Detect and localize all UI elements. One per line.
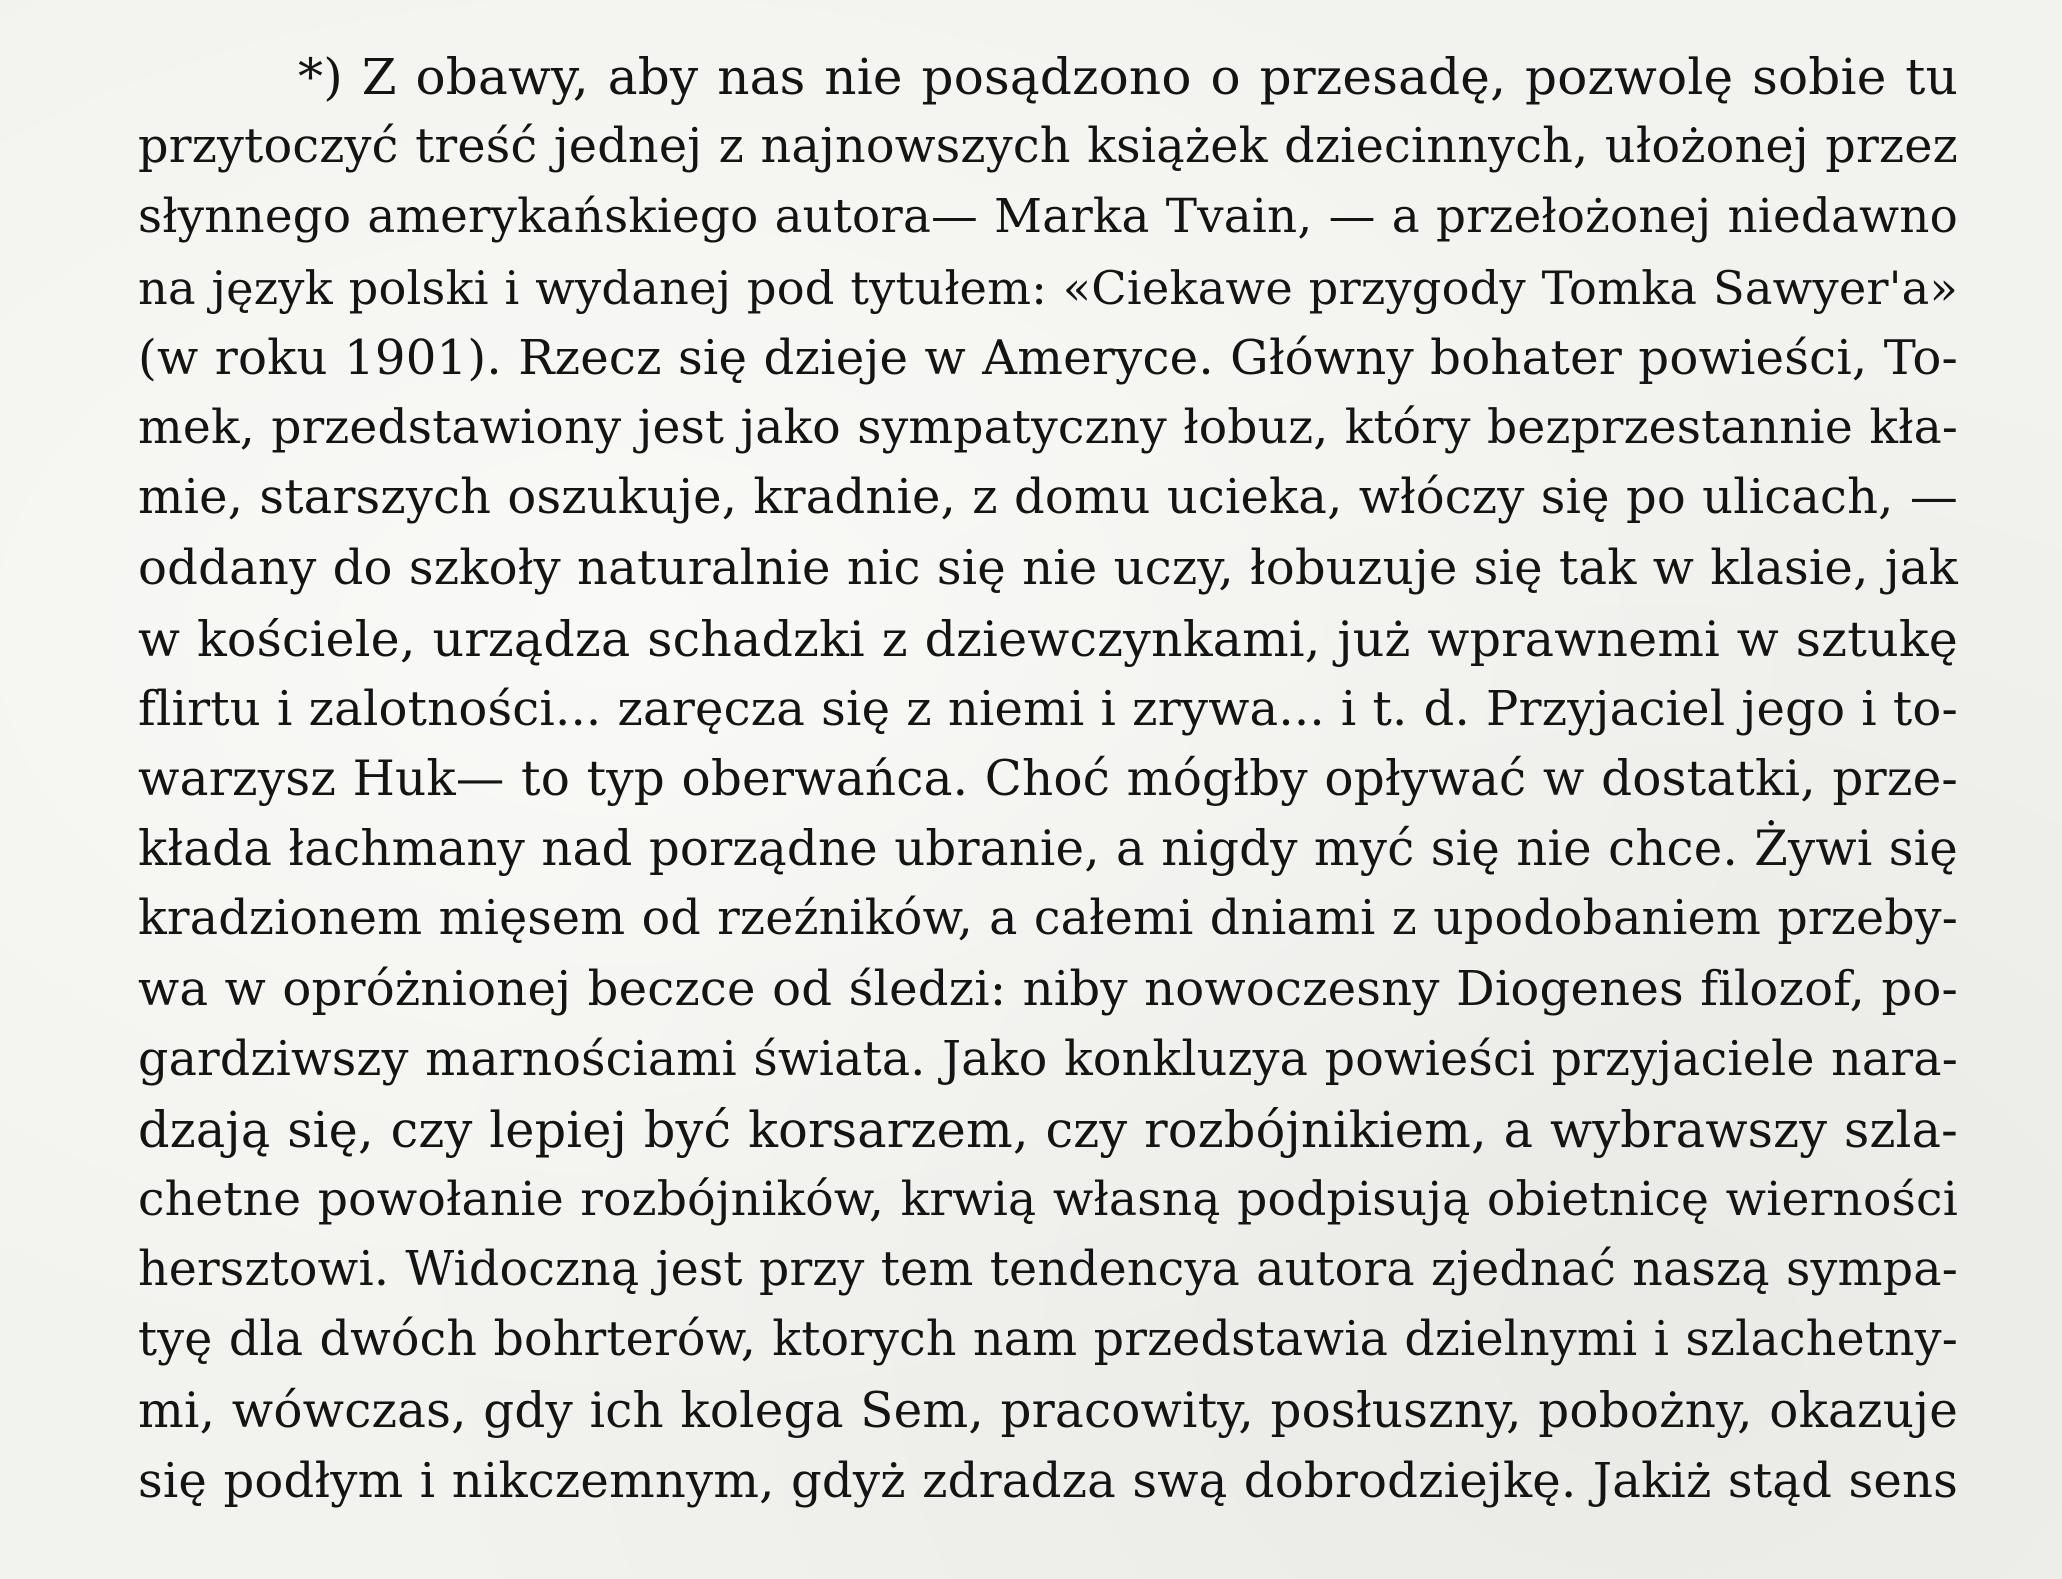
- text-line: się podłym i nikczemnym, gdyż zdradza swą dobrodziejkę. Jakiż stąd sens: [138, 1452, 1958, 1509]
- text-line: w kościele, urządza schadzki z dziewczynkami, już wprawnemi w sztukę: [138, 609, 1958, 668]
- text-line: dzają się, czy lepiej być korsarzem, czy rozbójnikiem, a wybrawszy szla-: [138, 1100, 1958, 1159]
- text-line: słynnego amerykańskiego autora— Marka Tvain, — a przełożonej niedawno: [138, 190, 1958, 245]
- text-line: przytoczyć treść jednej z najnowszych książek dziecinnych, ułożonej przez: [138, 119, 1958, 175]
- text-line: oddany do szkoły naturalnie nic się nie uczy, łobuzuje się tak w klasie, jak: [138, 540, 1958, 597]
- text-line: gardziwszy marnościami świata. Jako konkluzya powieści przyjaciele nara-: [138, 1031, 1958, 1087]
- text-line: chetne powołanie rozbójników, krwią własną podpisują obietnicę wierności: [138, 1172, 1958, 1227]
- text-line: mie, starszych oszukuje, kradnie, z domu ucieka, włóczy się po ulicach, —: [138, 470, 1958, 526]
- text-line: mek, przedstawiony jest jako sympatyczny łobuz, który bezprzestannie kła-: [138, 399, 1958, 455]
- text-line: na język polski i wydanej pod tytułem: «Ciekawe przygody Tomka Sawyer'a»: [138, 260, 1958, 315]
- footnote-paragraph: [138, 42, 1958, 1516]
- text-line: mi, wówczas, gdy ich kolega Sem, pracowity, posłuszny, pobożny, okazuje: [138, 1382, 1958, 1439]
- text-line: (w roku 1901). Rzecz się dzieje w Ameryce. Główny bohater powieści, To-: [138, 329, 1958, 386]
- text-line: flirtu i zalotności... zaręcza się z niemi i zrywa... i t. d. Przyjaciel jego i to-: [138, 680, 1958, 737]
- text-line: kłada łachmany nad porządne ubranie, a nigdy myć się nie chce. Żywi się: [138, 821, 1958, 878]
- text-line: wa w opróżnionej beczce od śledzi: niby nowoczesny Diogenes filozof, po-: [138, 961, 1958, 1018]
- text-line: hersztowi. Widoczną jest przy tem tendencya autora zjednać naszą sympa-: [138, 1242, 1958, 1298]
- text-line: warzysz Huk— to typ oberwańca. Choć mógłby opływać w dostatki, prze-: [138, 750, 1958, 807]
- text-line: tyę dla dwóch bohrterów, ktorych nam przedstawia dzielnymi i szlachetny-: [138, 1312, 1958, 1368]
- text-line: *) Z obawy, aby nas nie posądzono o przesadę, pozwolę sobie tu: [298, 48, 1958, 106]
- text-line: kradzionem mięsem od rzeźników, a całemi dniami z upodobaniem przeby-: [138, 891, 1958, 947]
